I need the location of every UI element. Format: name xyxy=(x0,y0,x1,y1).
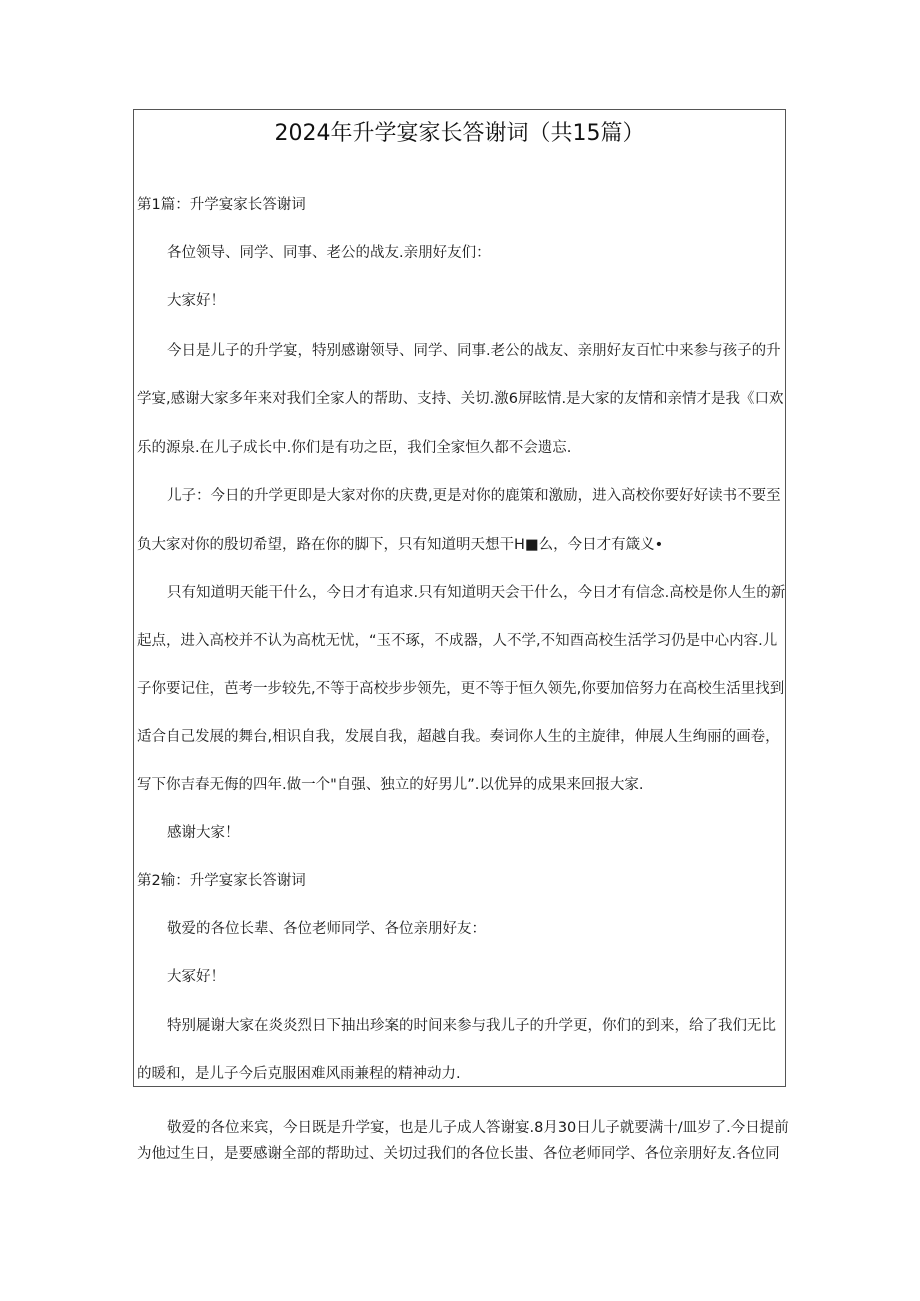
paragraph-line: 子你要记住，芭考一步较先,不等于高校步步领先，更不等于恒久领先,你要加倍努力在高校生活里找到 xyxy=(137,681,785,697)
paragraph-line: 适合自己发展的舞台,相识自我，发展自我，超越自我。奏词你人生的主旋律，伸展人生绚丽的画卷， xyxy=(137,729,780,745)
paragraph-line: 为他过生日，是要感谢全部的帮助过、关切过我们的各位长蚩、各位老师同学、各位亲朋好友.各位同 xyxy=(137,1146,780,1162)
paragraph-line: 特别屣谢大家在炎炎烈日下抽出珍案的时间来参与我儿子的升学更，你们的到来，给了我们无比 xyxy=(167,1018,776,1034)
paragraph-line: 起点，进入高校并不认为高枕无忧，“玉不琢，不成器，人不学,不知酉高校生活学习仍是中心内容.儿 xyxy=(137,633,778,649)
paragraph-line: 儿子：今日的升学更即是大家对你的庆费,更是对你的鹿策和激励，进入高校你要好好读书不要至 xyxy=(167,488,781,504)
paragraph-line: 乐的源泉.在儿子成长中.你们是有功之臣，我们全家恒久都不会遗忘. xyxy=(137,440,572,456)
paragraph-line: 今日是儿子的升学宴，特别感谢领导、同学、同事.老公的战友、亲朋好友百忙中来参与孩子的升 xyxy=(167,343,781,359)
paragraph-line: 敬爱的各位来宾，今日既是升学宴，也是儿子成人答谢宴.8月30日儿子就要满十/皿岁了.今日提前 xyxy=(167,1120,789,1136)
paragraph-line: 感谢大家！ xyxy=(167,825,240,841)
section-heading-2: 第2输：升学宴家长答谢词 xyxy=(137,873,306,889)
paragraph-line: 各位领导、同学、同事、老公的战友.亲朋好友们： xyxy=(167,245,491,261)
paragraph-line: 的暖和，是儿子今后克服困难风雨兼程的精神动力. xyxy=(137,1066,461,1082)
paragraph-line: 只有知道明天能干什么，今日才有追求.只有知道明天会干什么，今日才有信念.高校是你人生的新 xyxy=(167,585,786,601)
paragraph-line: 负大家对你的殷切希望，路在你的脚下，只有知道明天想干H■么，今日才有箴义• xyxy=(137,537,664,553)
paragraph-line: 敬爱的各位长辈、各位老师同学、各位亲朋好友： xyxy=(167,921,486,937)
document-title: 2024年升学宴家长答谢词（共15篇） xyxy=(274,121,645,146)
paragraph-line: 大冢好！ xyxy=(167,969,225,985)
paragraph-line: 大家好！ xyxy=(167,293,225,309)
paragraph-line: 学宴,感谢大家多年来对我们全家人的帮助、支持、关切.激6屏眩情.是大家的友情和亲情才是我《口欢 xyxy=(137,391,784,407)
paragraph-line: 写下你吉春无侮的四年.做一个"自强、独立的好男儿”.以优异的成果来回报大家. xyxy=(137,777,644,793)
section-heading-1: 第1篇：升学宴家长答谢词 xyxy=(137,197,306,213)
